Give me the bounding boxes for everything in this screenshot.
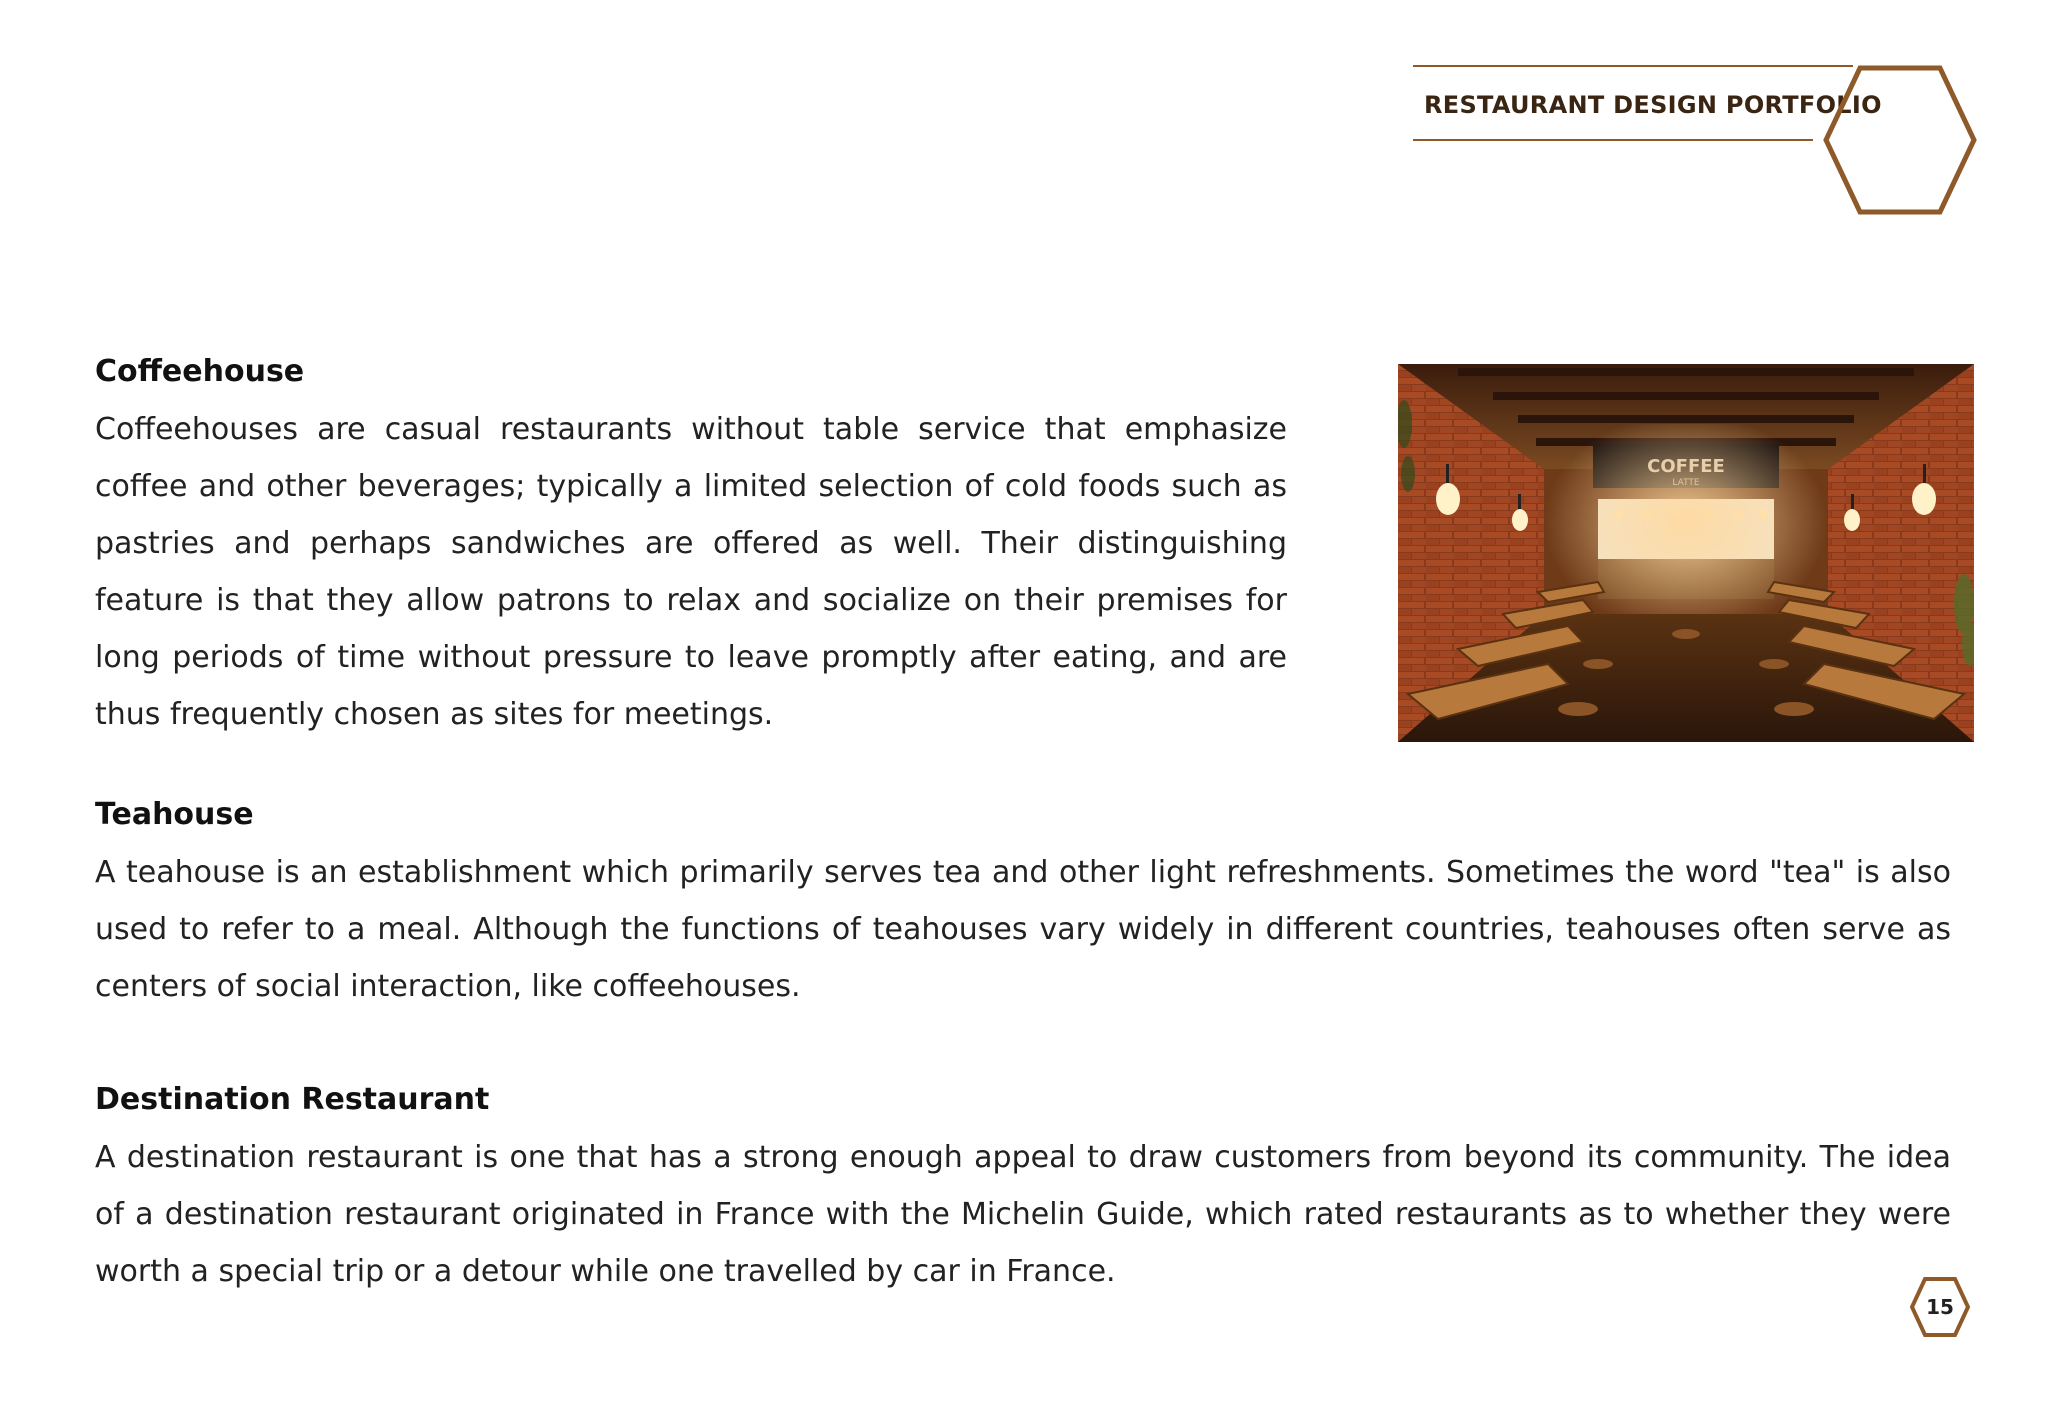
page-number: 15 (1926, 1295, 1954, 1319)
section-body-teahouse: A teahouse is an establishment which primarily serves tea and other light refreshments. Sometimes the word "tea" is also used to refer to a meal. Although the functions of teahouses vary widely in different countries, teahouses often serve as centers of social interaction, like coffeehouses. (95, 855, 1951, 1004)
document-title: RESTAURANT DESIGN PORTFOLIO (1424, 91, 1882, 119)
header-rule-bottom (1413, 139, 1813, 141)
header-rule-top (1413, 65, 1853, 67)
section-heading-coffeehouse: Coffeehouse (95, 354, 305, 389)
section-body-coffeehouse: Coffeehouses are casual restaurants without table service that emphasize coffee and other beverages; typically a limited selection of cold foods such as pastries and perhaps sandwiches are offered as well. Their distinguishing feature is that they allow patrons to relax and socialize on their premises for long periods of time without pressure to leave promptly after eating, and are thus frequently chosen as sites for meetings. (95, 412, 1287, 732)
page-number-badge (1909, 1276, 1971, 1338)
coffeehouse-photo (1398, 364, 1974, 742)
hexagon-outline-icon (1822, 64, 1978, 216)
section-body-destination-restaurant: A destination restaurant is one that has a strong enough appeal to draw customers from beyond its community. The idea of a destination restaurant originated in France with the Michelin Guide, which rated restaurants as to whether they were worth a special trip or a detour while one travelled by car in France. (95, 1140, 1951, 1289)
section-heading-destination-restaurant: Destination Restaurant (95, 1082, 490, 1117)
section-heading-teahouse: Teahouse (95, 797, 254, 832)
